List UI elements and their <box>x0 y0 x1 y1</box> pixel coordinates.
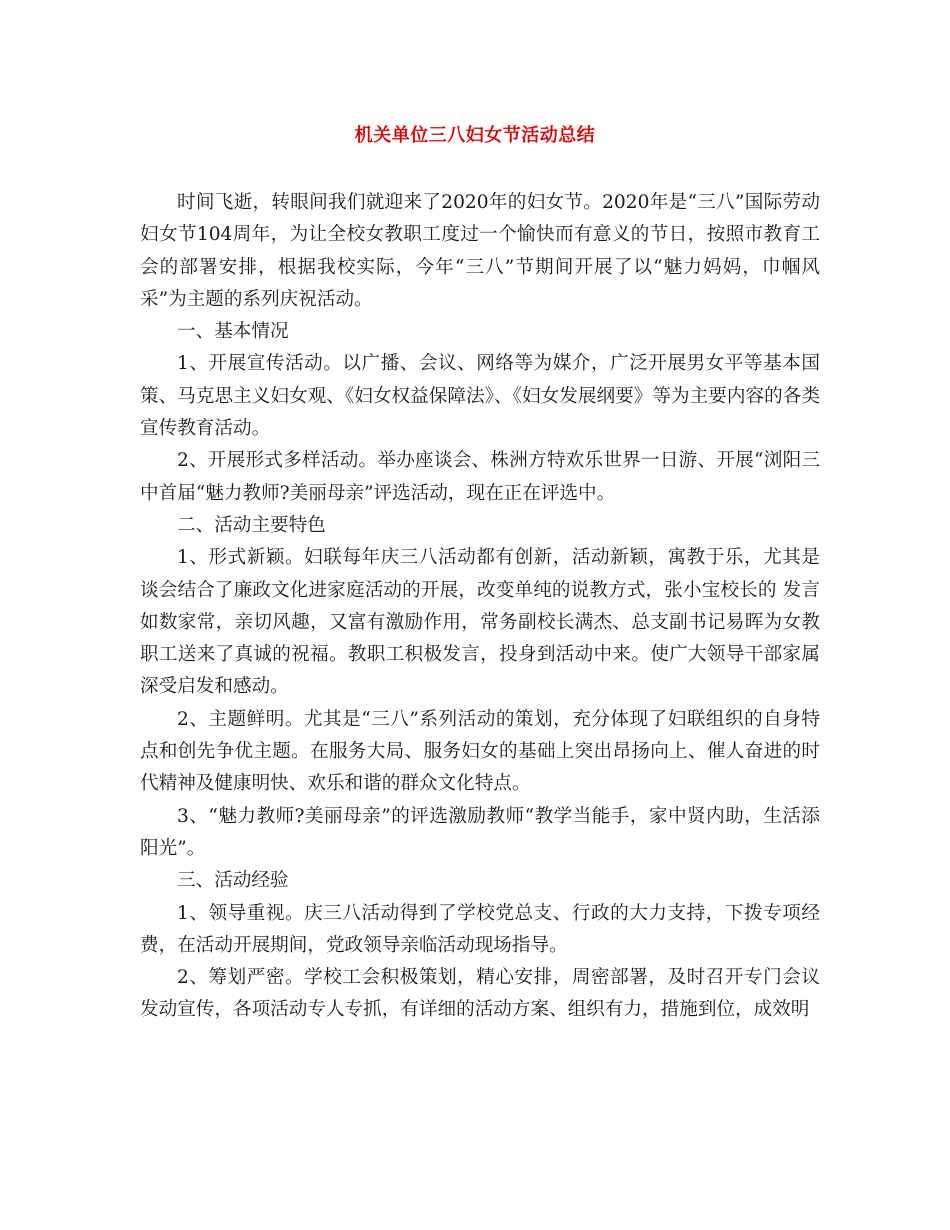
paragraph-basic-1: 1、开展宣传活动。以广播、会议、网络等为媒介，广泛开展男女平等基本国策、马克思主义妇女观、《妇女权益保障法》、《妇女发展纲要》等为主要内容的各类宣传教育活动。 <box>140 353 820 440</box>
paragraph-feature-3: 3、“魅力教师?美丽母亲”的评选激励教师“教学当能手，家中贤内助，生活添阳光”。 <box>140 805 820 859</box>
document-title: 机关单位三八妇女节活动总结 <box>354 125 596 146</box>
paragraph-basic-2: 2、开展形式多样活动。举办座谈会、株洲方特欢乐世界一日游、开展“浏阳三中首届“魅力教师?美丽母亲”评选活动，现在正在评选中。 <box>140 450 820 504</box>
paragraph-experience-1: 1、领导重视。庆三八活动得到了学校党总支、行政的大力支持，下拨专项经费，在活动开展期间，党政领导亲临活动现场指导。 <box>140 902 820 956</box>
section-heading-features: 二、活动主要特色 <box>177 514 326 536</box>
document-body <box>140 187 820 1027</box>
paragraph-feature-1: 1、形式新颖。妇联每年庆三八活动都有创新，活动新颖，寓教于乐，尤其是谈会结合了廉政文化进家庭活动的开展，改变单纯的说教方式，张小宝校长的 发言如数家常，亲切风趣，又富有激励作用，常务副校长满杰、总支副书记易晖为女教职工送来了真诚的祝福。教职工积极发言，投身到活动中来。使广大领导干部家属深受启发和感动。 <box>140 547 820 698</box>
paragraph-experience-2: 2、筹划严密。学校工会积极策划，精心安排，周密部署，及时召开专门会议发动宣传，各项活动专人专抓，有详细的活动方案、组织有力，措施到位，成效明 <box>140 967 820 1021</box>
paragraph-feature-2: 2、主题鲜明。尤其是“三八”系列活动的策划，充分体现了妇联组织的自身特点和创先争优主题。在服务大局、服务妇女的基础上突出昂扬向上、催人奋进的时代精神及健康明快、欢乐和谐的群众文化特点。 <box>140 708 820 795</box>
section-heading-experience: 三、活动经验 <box>177 870 289 892</box>
paragraph-intro: 时间飞逝，转眼间我们就迎来了2020年的妇女节。2020年是“三八”国际劳动妇女节104周年，为让全校女教职工度过一个愉快而有意义的节日，按照市教育工会的部署安排，根据我校实际，今年“三八”节期间开展了以“魅力妈妈，巾帼风采”为主题的系列庆祝活动。 <box>140 192 820 310</box>
section-heading-basic-situation: 一、基本情况 <box>177 321 289 343</box>
